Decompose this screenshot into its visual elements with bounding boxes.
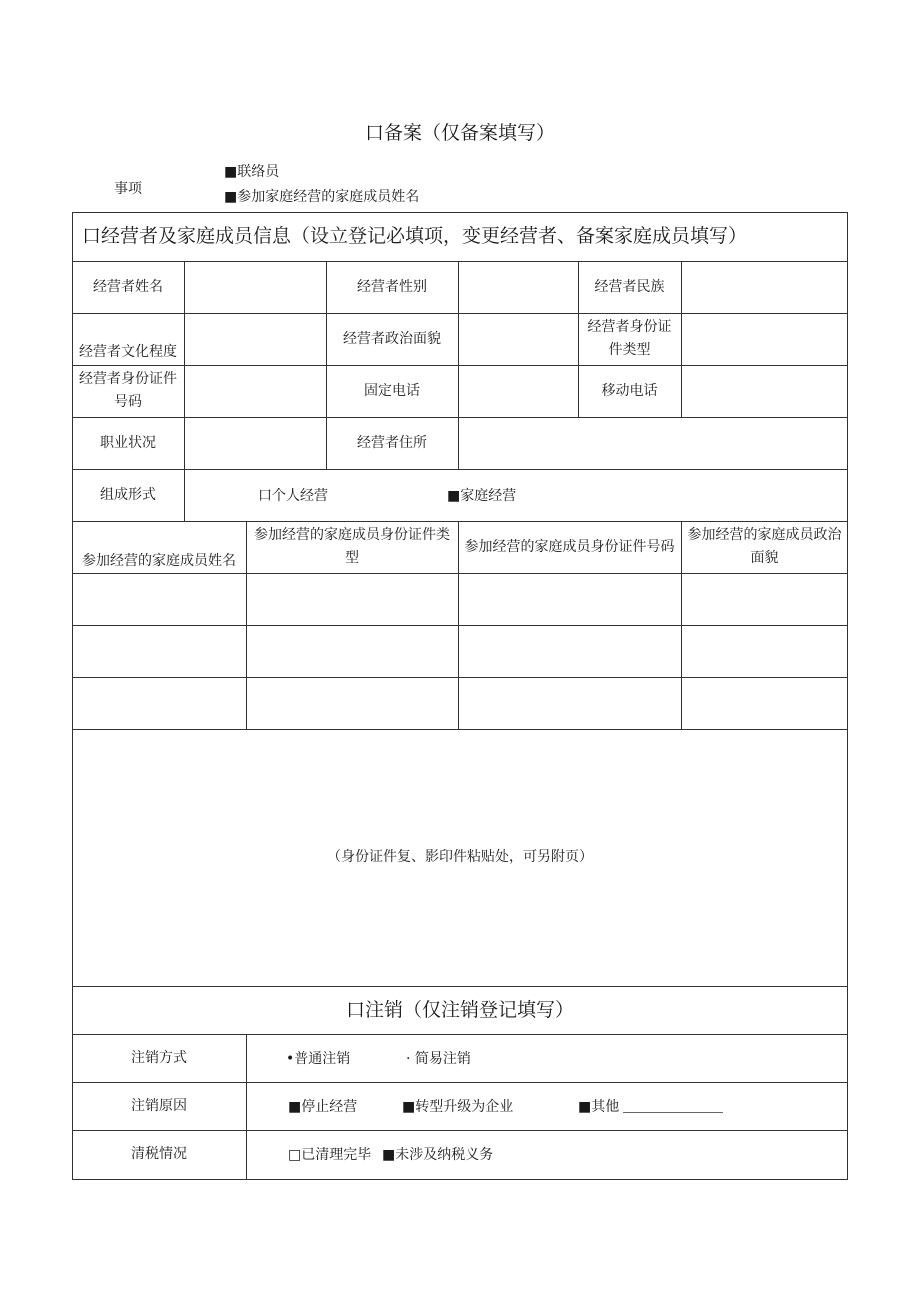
cancel-reason-other-blank[interactable] xyxy=(623,1098,723,1113)
member-2-id-type-field[interactable] xyxy=(246,625,458,677)
operator-id-number-field[interactable] xyxy=(184,365,326,417)
cancel-method-label: 注销方式 xyxy=(131,1049,187,1066)
member-3-political-field[interactable] xyxy=(681,677,848,729)
cancel-reason-label: 注销原因 xyxy=(131,1097,187,1114)
member-political-header: 参加经营的家庭成员政治面貌 xyxy=(687,527,842,566)
cancel-reason-other-label: ■其他 xyxy=(578,1099,620,1115)
operator-ethnicity-label: 经营者民族 xyxy=(594,278,665,295)
registration-form-table xyxy=(72,212,848,1180)
matter-option-liaison[interactable]: ■联络员 xyxy=(224,164,280,180)
cancel-method-normal[interactable]: •普通注销 xyxy=(286,1051,351,1067)
id-copy-paste-area[interactable]: （身份证件复、影印件粘贴处，可另附页） xyxy=(327,849,593,865)
member-3-name-field[interactable] xyxy=(72,677,246,729)
member-1-id-type-field[interactable] xyxy=(246,573,458,625)
residence-field[interactable] xyxy=(458,417,848,469)
residence-label: 经营者住所 xyxy=(357,434,427,451)
cancel-reason-other[interactable] xyxy=(578,1096,723,1116)
operator-political-field[interactable] xyxy=(458,313,578,365)
cancel-method-simple[interactable]: · 简易注销 xyxy=(406,1051,471,1067)
member-id-type-header: 参加经营的家庭成员身份证件类型 xyxy=(254,527,450,566)
cancel-section-heading[interactable]: 口注销（仅注销登记填写） xyxy=(345,998,574,1021)
composition-option-individual[interactable]: 口个人经营 xyxy=(258,488,328,504)
fixed-phone-label: 固定电话 xyxy=(364,382,420,399)
member-1-name-field[interactable] xyxy=(72,573,246,625)
matter-option-family-members[interactable]: ■参加家庭经营的家庭成员姓名 xyxy=(224,189,420,205)
operator-name-field[interactable] xyxy=(184,261,326,313)
occupation-label: 职业状况 xyxy=(100,434,156,451)
tax-option-not-applicable[interactable]: ■未涉及纳税义务 xyxy=(382,1147,494,1163)
operator-ethnicity-field[interactable] xyxy=(681,261,848,313)
matter-label: 事项 xyxy=(114,181,142,197)
operator-section-heading[interactable]: 口经营者及家庭成员信息（设立登记必填项，变更经营者、备案家庭成员填写） xyxy=(82,225,748,247)
operator-gender-field[interactable] xyxy=(458,261,578,313)
member-name-header: 参加经营的家庭成员姓名 xyxy=(82,553,236,569)
member-3-id-type-field[interactable] xyxy=(246,677,458,729)
composition-option-family[interactable]: ■家庭经营 xyxy=(447,488,517,504)
member-3-id-number-field[interactable] xyxy=(458,677,681,729)
operator-id-type-label: 经营者身份证件类型 xyxy=(587,319,672,358)
operator-education-field[interactable] xyxy=(184,313,326,365)
member-1-political-field[interactable] xyxy=(681,573,848,625)
tax-option-cleared[interactable]: □已清理完毕 xyxy=(288,1147,372,1163)
member-1-id-number-field[interactable] xyxy=(458,573,681,625)
operator-education-label: 经营者文化程度 xyxy=(79,344,177,360)
member-id-number-header: 参加经营的家庭成员身份证件号码 xyxy=(464,538,675,555)
composition-label: 组成形式 xyxy=(100,486,156,503)
operator-political-label: 经营者政治面貌 xyxy=(343,330,441,347)
page-title: 口备案（仅备案填写） xyxy=(364,122,555,144)
mobile-phone-field[interactable] xyxy=(681,365,848,417)
operator-id-type-field[interactable] xyxy=(681,313,848,365)
cancel-reason-stop[interactable]: ■停止经营 xyxy=(288,1099,358,1115)
occupation-field[interactable] xyxy=(184,417,326,469)
mobile-phone-label: 移动电话 xyxy=(601,382,658,399)
member-2-id-number-field[interactable] xyxy=(458,625,681,677)
fixed-phone-field[interactable] xyxy=(458,365,578,417)
operator-gender-label: 经营者性别 xyxy=(357,278,427,295)
operator-name-label: 经营者姓名 xyxy=(93,278,163,295)
member-2-political-field[interactable] xyxy=(681,625,848,677)
tax-clearance-label: 清税情况 xyxy=(131,1146,187,1162)
cancel-reason-upgrade[interactable]: ■转型升级为企业 xyxy=(402,1099,514,1115)
member-2-name-field[interactable] xyxy=(72,625,246,677)
operator-id-number-label: 经营者身份证件号码 xyxy=(79,371,177,410)
